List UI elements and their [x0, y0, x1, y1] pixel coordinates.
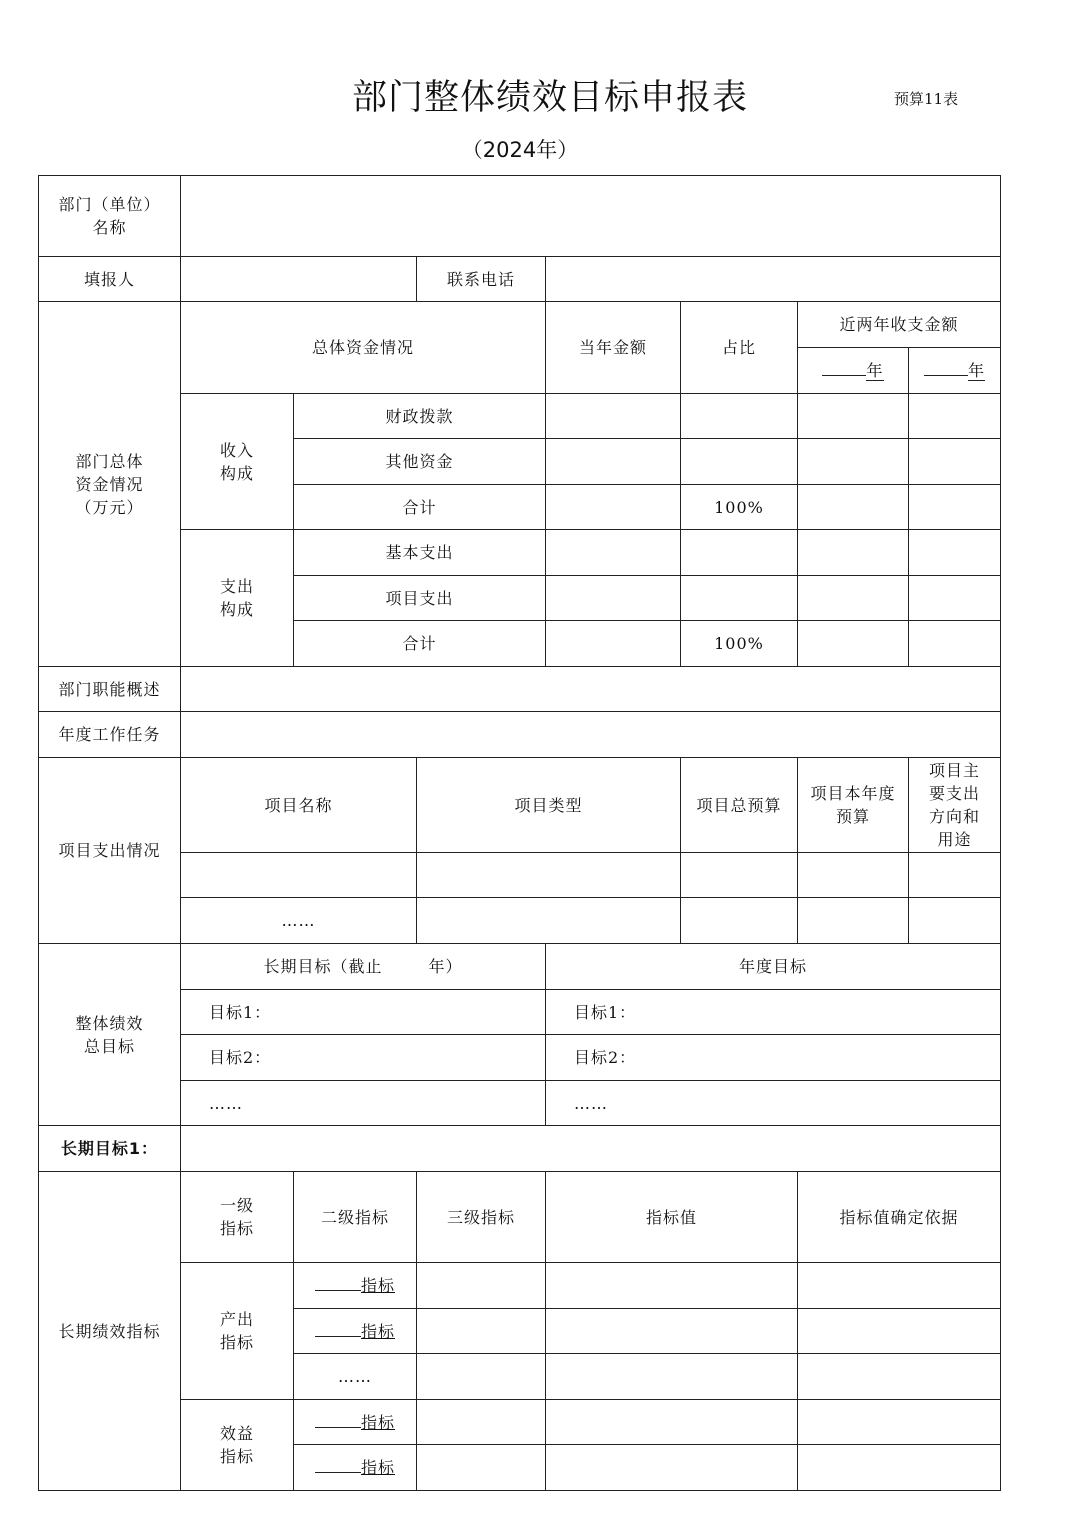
funds-section-label: 部门总体资金情况（万元） [39, 302, 181, 667]
expense-year-b[interactable] [909, 576, 1001, 621]
expense-year-a[interactable] [798, 576, 909, 621]
functions-label: 部门职能概述 [39, 667, 181, 712]
reporter-label: 填报人 [39, 257, 181, 302]
project-name-cell[interactable] [181, 853, 417, 898]
value-cell[interactable] [546, 1354, 798, 1400]
year-a-blank [822, 361, 866, 376]
level3-cell[interactable] [417, 1263, 546, 1309]
form-code: 预算11表 [894, 90, 959, 108]
income-row-label: 其他资金 [294, 439, 546, 485]
income-year-b[interactable] [909, 394, 1001, 439]
indicator-blank [315, 1458, 361, 1473]
annual-goal-1[interactable]: 目标1： [546, 990, 1001, 1035]
project-year-budget-cell[interactable] [798, 898, 909, 944]
project-usage-header: 项目主要支出方向和用途 [909, 758, 1001, 853]
income-amount[interactable] [546, 439, 681, 485]
level2-header: 二级指标 [294, 1172, 417, 1263]
expense-amount[interactable] [546, 530, 681, 576]
indicator-word: 指标 [360, 1458, 395, 1477]
unit-name-label: 部门（单位）名称 [39, 176, 181, 257]
unit-name-field[interactable] [181, 176, 1001, 257]
basis-cell[interactable] [798, 1354, 1001, 1400]
project-usage-cell[interactable] [909, 853, 1001, 898]
expense-row-label: 合计 [294, 621, 546, 667]
project-total-budget-header: 项目总预算 [681, 758, 798, 853]
basis-cell[interactable] [798, 1445, 1001, 1491]
project-name-header: 项目名称 [181, 758, 417, 853]
current-amount-label: 当年金额 [546, 302, 681, 394]
project-total-budget-cell[interactable] [681, 853, 798, 898]
expense-amount[interactable] [546, 621, 681, 667]
income-amount[interactable] [546, 485, 681, 530]
expense-row-label: 基本支出 [294, 530, 546, 576]
expense-year-b[interactable] [909, 621, 1001, 667]
annual-goal-2[interactable]: 目标2： [546, 1035, 1001, 1081]
level2-ellipsis: …… [294, 1354, 417, 1400]
value-cell[interactable] [546, 1400, 798, 1445]
indicator-blank [315, 1322, 361, 1337]
year-b-cell[interactable] [909, 348, 1001, 394]
year-a-suffix: 年 [866, 361, 884, 380]
form-title: 部门整体绩效目标申报表 [351, 78, 748, 118]
value-cell[interactable] [546, 1445, 798, 1491]
income-row-label: 财政拨款 [294, 394, 546, 439]
long-goal-1-field[interactable] [181, 1126, 1001, 1172]
income-year-b[interactable] [909, 439, 1001, 485]
expense-year-b[interactable] [909, 530, 1001, 576]
benefit-indicator-label: 效益指标 [181, 1400, 294, 1491]
projects-section-label: 项目支出情况 [39, 758, 181, 944]
income-row-label: 合计 [294, 485, 546, 530]
project-year-budget-cell[interactable] [798, 853, 909, 898]
project-type-cell[interactable] [417, 898, 681, 944]
expense-ratio[interactable] [681, 530, 798, 576]
indicator-blank [315, 1276, 361, 1291]
reporter-field[interactable] [181, 257, 417, 302]
basis-header: 指标值确定依据 [798, 1172, 1001, 1263]
annual-tasks-label: 年度工作任务 [39, 712, 181, 758]
two-years-label: 近两年收支金额 [798, 302, 1001, 348]
phone-field[interactable] [546, 257, 1001, 302]
funds-overview-label: 总体资金情况 [181, 302, 546, 394]
value-cell[interactable] [546, 1263, 798, 1309]
phone-label: 联系电话 [417, 257, 546, 302]
level2-cell[interactable] [294, 1445, 417, 1491]
indicator-word: 指标 [360, 1321, 395, 1341]
level3-cell[interactable] [417, 1400, 546, 1445]
project-type-cell[interactable] [417, 853, 681, 898]
project-usage-cell[interactable] [909, 898, 1001, 944]
income-year-a[interactable] [798, 485, 909, 530]
long-goal-2[interactable]: 目标2： [181, 1035, 546, 1081]
long-goal-1-label: 长期目标1： [39, 1126, 181, 1172]
basis-cell[interactable] [798, 1309, 1001, 1354]
value-header: 指标值 [546, 1172, 798, 1263]
project-type-header: 项目类型 [417, 758, 681, 853]
level3-header: 三级指标 [417, 1172, 546, 1263]
annual-goal-ellipsis: …… [546, 1081, 1001, 1126]
level2-cell[interactable] [294, 1309, 417, 1354]
annual-tasks-field[interactable] [181, 712, 1001, 758]
indicator-blank [315, 1413, 361, 1428]
income-label: 收入构成 [181, 394, 294, 530]
performance-form-table [38, 175, 1001, 1491]
project-total-budget-cell[interactable] [681, 898, 798, 944]
level1-header: 一级指标 [181, 1172, 294, 1263]
indicators-section-label: 长期绩效指标 [39, 1172, 181, 1491]
income-year-a[interactable] [798, 394, 909, 439]
value-cell[interactable] [546, 1309, 798, 1354]
income-amount[interactable] [546, 394, 681, 439]
annual-goal-header: 年度目标 [546, 944, 1001, 990]
long-goal-ellipsis: …… [181, 1081, 546, 1126]
year-a-cell[interactable] [798, 348, 909, 394]
expense-total-ratio: 100% [681, 621, 798, 667]
output-indicator-label: 产出指标 [181, 1263, 294, 1400]
income-ratio[interactable] [681, 439, 798, 485]
level3-cell[interactable] [417, 1354, 546, 1400]
indicator-word: 指标 [360, 1276, 395, 1295]
level3-cell[interactable] [417, 1309, 546, 1354]
year-b-suffix: 年 [968, 361, 986, 380]
expense-ratio[interactable] [681, 576, 798, 621]
goals-section-label: 整体绩效总目标 [39, 944, 181, 1126]
expense-year-a[interactable] [798, 621, 909, 667]
income-year-a[interactable] [798, 439, 909, 485]
project-year-budget-header: 项目本年度预算 [798, 758, 909, 853]
level2-cell[interactable] [294, 1400, 417, 1445]
form-year: （2024年） [461, 138, 579, 162]
expense-amount[interactable] [546, 576, 681, 621]
expense-label: 支出构成 [181, 530, 294, 667]
basis-cell[interactable] [798, 1263, 1001, 1309]
income-ratio[interactable] [681, 394, 798, 439]
ratio-label: 占比 [681, 302, 798, 394]
functions-field[interactable] [181, 667, 1001, 712]
project-ellipsis: …… [181, 898, 417, 944]
expense-row-label: 项目支出 [294, 576, 546, 621]
expense-year-a[interactable] [798, 530, 909, 576]
income-year-b[interactable] [909, 485, 1001, 530]
income-total-ratio: 100% [681, 485, 798, 530]
basis-cell[interactable] [798, 1400, 1001, 1445]
level2-cell[interactable] [294, 1263, 417, 1309]
level3-cell[interactable] [417, 1445, 546, 1491]
long-goal-1[interactable]: 目标1： [181, 990, 546, 1035]
indicator-word: 指标 [360, 1412, 395, 1432]
year-b-blank [924, 361, 968, 376]
long-term-goal-header: 长期目标（截止 年） [181, 944, 546, 990]
